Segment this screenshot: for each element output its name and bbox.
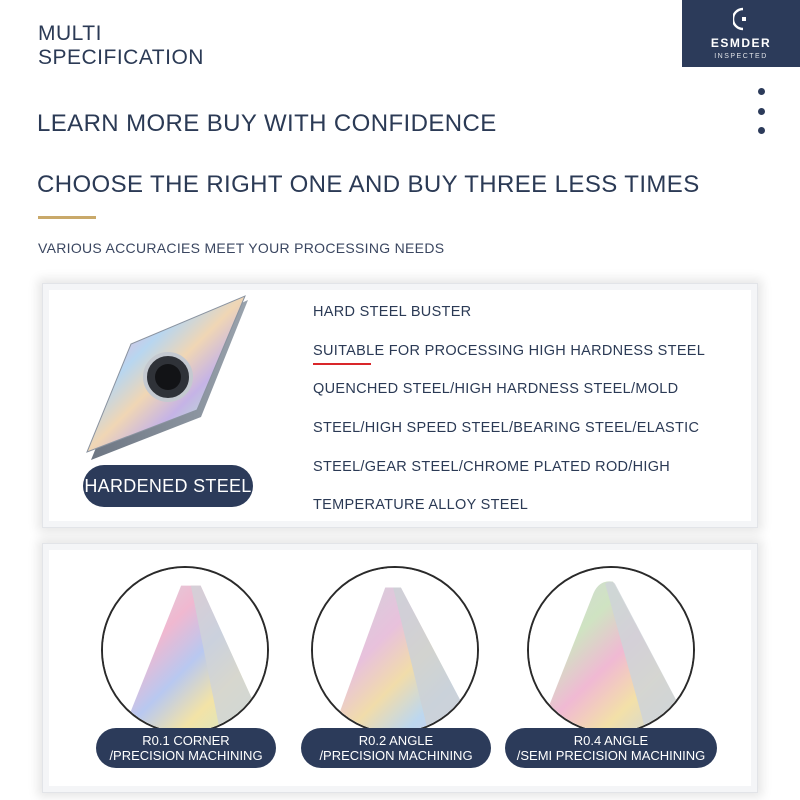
red-accent-underline [313,363,371,365]
spec-line [313,343,705,382]
spec-line: QUENCHED STEEL/HIGH HARDNESS STEEL/MOLD [313,381,679,398]
variant-label-line2: /SEMI PRECISION MACHINING [516,748,706,763]
brand-subtitle: INSPECTED [714,53,768,60]
variant-label-line2: /PRECISION MACHINING [319,748,473,763]
spec-line: STEEL/GEAR STEEL/CHROME PLATED ROD/HIGH [313,458,671,475]
spec-line-text: SUITABLE FOR PROCESSING HIGH HARDNESS STEEL [313,342,706,359]
headline-secondary: CHOOSE THE RIGHT ONE AND BUY THREE LESS TIMES [37,171,700,198]
variant-image-r02 [311,566,479,734]
variant-label-line1: R0.4 ANGLE [573,733,649,748]
variant-image-r04 [527,566,695,734]
insert-image [73,292,268,462]
spec-line: HARD STEEL BUSTER [313,304,472,320]
variant-label-r01 [96,728,276,768]
spec-list [313,304,705,536]
page-title [38,22,204,70]
material-badge: HARDENED STEEL [83,465,253,507]
variant-label-line1: R0.1 CORNER [142,733,230,748]
tool-tip-image [313,568,477,732]
section-subtitle: VARIOUS ACCURACIES MEET YOUR PROCESSING NEEDS [38,240,445,256]
tool-tip-image [103,568,267,732]
spec-line: TEMPERATURE ALLOY STEEL [313,497,529,514]
variant-label-r02 [301,728,491,768]
variant-image-r01 [101,566,269,734]
more-vertical-icon[interactable] [755,88,767,134]
tool-tip-image [529,568,693,732]
title-line-2: SPECIFICATION [38,46,204,69]
brand-name: ESMDER [710,36,772,50]
variant-label-r04 [505,728,717,768]
spec-line: STEEL/HIGH SPEED STEEL/BEARING STEEL/ELASTIC [313,420,700,437]
product-panel [42,283,758,528]
title-line-1: MULTI [38,22,102,45]
variant-label-line1: R0.2 ANGLE [358,733,434,748]
brand-logo-icon [733,6,749,32]
headline-primary: LEARN MORE BUY WITH CONFIDENCE [37,110,497,137]
gold-divider [38,216,96,219]
brand-logo [682,0,800,67]
variants-panel [42,543,758,793]
variant-label-line2: /PRECISION MACHINING [109,748,263,763]
